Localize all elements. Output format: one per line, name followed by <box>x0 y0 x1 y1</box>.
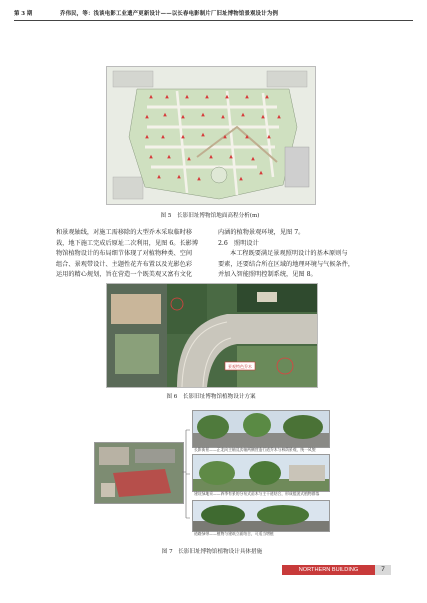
paragraph-line: 内涵的植物景观环境，见图 7。 <box>218 229 305 236</box>
figure-7-photo-1 <box>192 410 330 448</box>
paragraph-line: 和景观轴线，对施工需移除的大型乔木采取临时移 <box>56 229 193 236</box>
issue-number: 第 3 期 <box>14 11 33 17</box>
paragraph-line: 运用的精心规划，旨在营造一个既美观又富有文化 <box>56 271 193 279</box>
page-number: 7 <box>375 565 391 575</box>
figure-7-photo-2 <box>192 454 330 492</box>
paragraph-line: 组合、景观带设计、主题性花卉布置以及光影色彩 <box>56 260 193 268</box>
figure-6-caption: 图 6 长影旧址博物馆植物设计方案 <box>166 394 256 400</box>
journal-name: NORTHERN BUILDING <box>282 565 375 575</box>
figure-6-label: 景观特色乔木 <box>228 364 252 369</box>
running-header <box>14 6 413 21</box>
figure-7-note-1: 长影街景——正北向主轴及次轴两侧营造行道乔木与林荫景观，统一风貌 <box>194 447 316 452</box>
right-column-text <box>218 228 374 281</box>
figure-5-image <box>106 66 316 205</box>
figure-6-image <box>106 283 318 388</box>
figure-7-note-3: 道路绿带——植物与建筑立面结合，可适当增植 <box>194 531 274 536</box>
figure-7-photo-3 <box>192 500 330 532</box>
paragraph-line: 并加入智能照明控制系统，见图 8。 <box>218 271 317 279</box>
paragraph-line: 要素，还要结合所在区域的地理环境与气候条件， <box>218 260 355 268</box>
figure-7-note-2: 建设绿地采——四季有景的分布式苗木与主干道结合，形成组团式植物群落 <box>194 491 320 496</box>
figure-7-caption: 图 7 长影旧址博物馆植物设计具体措施 <box>161 549 263 555</box>
figure-7-image <box>92 410 332 540</box>
section-heading: 2.6 照明设计 <box>218 239 259 247</box>
running-title: 乔伟民，等：浅谈电影工业遗产更新设计——以长春电影制片厂旧址博物馆景观设计为例 <box>60 11 279 17</box>
paragraph-line: 本工程既要满足景观照明设计的基本原则与 <box>230 250 348 258</box>
figure-7-aerial-photo <box>94 442 184 504</box>
figure-5-caption: 图 5 长影旧址博物馆地面高程分析(m) <box>160 213 260 219</box>
paragraph-line: 物馆植物设计的布局细节体现了对植物种类、空间 <box>56 250 193 258</box>
paragraph-line: 栽，地下施工完成后原址二次利用，见图 6。长影博 <box>56 239 199 247</box>
left-column-text <box>56 228 206 281</box>
